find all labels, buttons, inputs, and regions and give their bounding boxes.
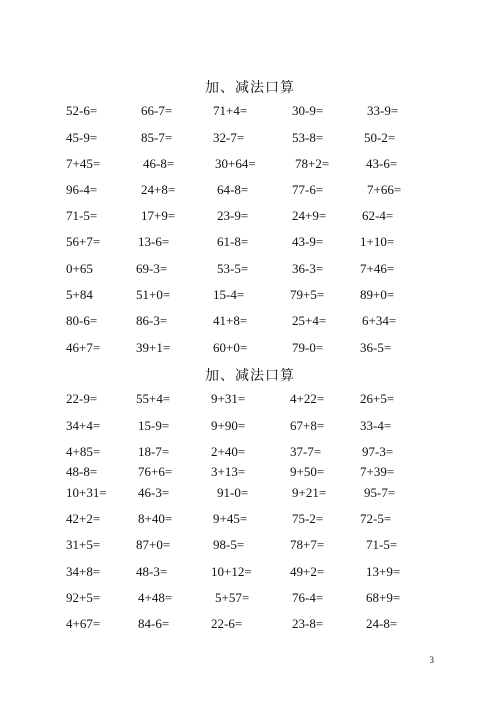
problem-row — [0, 103, 500, 123]
math-problem: 45-9= — [66, 130, 98, 145]
math-problem: 96-4= — [66, 182, 98, 197]
math-problem: 5+84 — [66, 287, 93, 302]
math-problem: 68+9= — [366, 590, 401, 605]
problem-row — [0, 130, 500, 150]
problem-row — [0, 418, 500, 438]
math-problem: 78+2= — [295, 156, 330, 171]
math-problem: 13+9= — [366, 564, 401, 579]
math-problem: 46-8= — [143, 156, 175, 171]
math-problem: 25+4= — [292, 313, 327, 328]
math-problem: 71+4= — [213, 103, 248, 118]
problem-row — [0, 444, 500, 464]
math-problem: 80-6= — [66, 313, 98, 328]
math-problem: 43-6= — [366, 156, 398, 171]
problem-row — [0, 313, 500, 333]
math-problem: 4+48= — [138, 590, 173, 605]
math-problem: 39+1= — [136, 340, 171, 355]
problem-row — [0, 616, 500, 636]
math-problem: 41+8= — [213, 313, 248, 328]
math-problem: 9+45= — [213, 511, 248, 526]
math-problem: 5+57= — [215, 590, 250, 605]
problem-row — [0, 590, 500, 610]
problem-row — [0, 261, 500, 281]
math-problem: 31+5= — [66, 537, 101, 552]
math-problem: 50-2= — [364, 130, 396, 145]
math-problem: 4+85= — [66, 444, 101, 459]
problem-row — [0, 464, 500, 484]
page-number: 3 — [429, 655, 434, 665]
math-problem: 2+40= — [211, 444, 246, 459]
math-problem: 9+21= — [292, 485, 327, 500]
math-problem: 48-8= — [66, 464, 98, 479]
section-title: 加、减法口算 — [205, 80, 295, 96]
math-problem: 7+45= — [66, 156, 101, 171]
math-problem: 52-6= — [66, 103, 98, 118]
math-problem: 85-7= — [141, 130, 173, 145]
math-problem: 46-3= — [138, 485, 170, 500]
math-problem: 7+46= — [360, 261, 395, 276]
math-problem: 77-6= — [292, 182, 324, 197]
math-problem: 56+7= — [66, 234, 101, 249]
math-problem: 79+5= — [290, 287, 325, 302]
math-problem: 53-5= — [217, 261, 249, 276]
problem-row — [0, 208, 500, 228]
math-problem: 10+31= — [66, 485, 107, 500]
problem-row — [0, 156, 500, 176]
math-problem: 95-7= — [364, 485, 396, 500]
math-problem: 51+0= — [136, 287, 171, 302]
math-problem: 36-3= — [292, 261, 324, 276]
math-problem: 75-2= — [292, 511, 324, 526]
math-problem: 9+31= — [211, 391, 246, 406]
math-problem: 4+67= — [66, 616, 101, 631]
math-problem: 3+13= — [211, 464, 246, 479]
math-problem: 22-6= — [211, 616, 243, 631]
math-problem: 78+7= — [290, 537, 325, 552]
problem-row — [0, 340, 500, 360]
math-problem: 17+9= — [141, 208, 176, 223]
math-problem: 46+7= — [66, 340, 101, 355]
math-problem: 32-7= — [213, 130, 245, 145]
math-problem: 69-3= — [136, 261, 168, 276]
math-problem: 33-4= — [360, 418, 392, 433]
math-problem: 8+40= — [138, 511, 173, 526]
math-problem: 9+50= — [290, 464, 325, 479]
math-problem: 62-4= — [362, 208, 394, 223]
math-problem: 98-5= — [213, 537, 245, 552]
math-problem: 30+64= — [215, 156, 256, 171]
math-problem: 76+6= — [138, 464, 173, 479]
math-problem: 26+5= — [360, 391, 395, 406]
math-problem: 0+65 — [66, 261, 93, 276]
math-problem: 13-6= — [138, 234, 170, 249]
math-problem: 97-3= — [362, 444, 394, 459]
math-problem: 30-9= — [292, 103, 324, 118]
math-problem: 53-8= — [292, 130, 324, 145]
math-problem: 24+8= — [141, 182, 176, 197]
math-problem: 61-8= — [217, 234, 249, 249]
problem-row — [0, 485, 500, 505]
math-problem: 67+8= — [290, 418, 325, 433]
math-problem: 23-8= — [292, 616, 324, 631]
math-problem: 6+34= — [362, 313, 397, 328]
math-problem: 18-7= — [138, 444, 170, 459]
math-problem: 24+9= — [292, 208, 327, 223]
math-problem: 24-8= — [366, 616, 398, 631]
math-problem: 7+66= — [367, 182, 402, 197]
math-problem: 34+4= — [66, 418, 101, 433]
math-problem: 84-6= — [138, 616, 170, 631]
math-problem: 43-9= — [292, 234, 324, 249]
problem-row — [0, 182, 500, 202]
problem-row — [0, 564, 500, 584]
math-problem: 79-0= — [292, 340, 324, 355]
math-problem: 89+0= — [360, 287, 395, 302]
math-problem: 4+22= — [290, 391, 325, 406]
math-problem: 42+2= — [66, 511, 101, 526]
math-problem: 33-9= — [367, 103, 399, 118]
math-problem: 71-5= — [366, 537, 398, 552]
math-problem: 7+39= — [360, 464, 395, 479]
math-problem: 66-7= — [141, 103, 173, 118]
problem-row — [0, 391, 500, 411]
problem-row — [0, 511, 500, 531]
math-problem: 64-8= — [217, 182, 249, 197]
math-problem: 37-7= — [290, 444, 322, 459]
math-problem: 48-3= — [136, 564, 168, 579]
math-problem: 9+90= — [211, 418, 246, 433]
problem-row — [0, 234, 500, 254]
math-problem: 92+5= — [66, 590, 101, 605]
problem-row — [0, 537, 500, 557]
math-problem: 22-9= — [66, 391, 98, 406]
math-problem: 55+4= — [136, 391, 171, 406]
math-problem: 23-9= — [217, 208, 249, 223]
math-problem: 76-4= — [292, 590, 324, 605]
math-problem: 71-5= — [66, 208, 98, 223]
math-problem: 91-0= — [217, 485, 249, 500]
math-problem: 15-4= — [213, 287, 245, 302]
math-problem: 72-5= — [360, 511, 392, 526]
section-title: 加、减法口算 — [205, 368, 295, 384]
math-problem: 34+8= — [66, 564, 101, 579]
math-problem: 10+12= — [211, 564, 252, 579]
math-problem: 1+10= — [360, 234, 395, 249]
math-problem: 87+0= — [136, 537, 171, 552]
problem-row — [0, 287, 500, 307]
math-problem: 86-3= — [136, 313, 168, 328]
math-problem: 36-5= — [360, 340, 392, 355]
math-problem: 60+0= — [213, 340, 248, 355]
math-problem: 49+2= — [290, 564, 325, 579]
math-problem: 15-9= — [138, 418, 170, 433]
